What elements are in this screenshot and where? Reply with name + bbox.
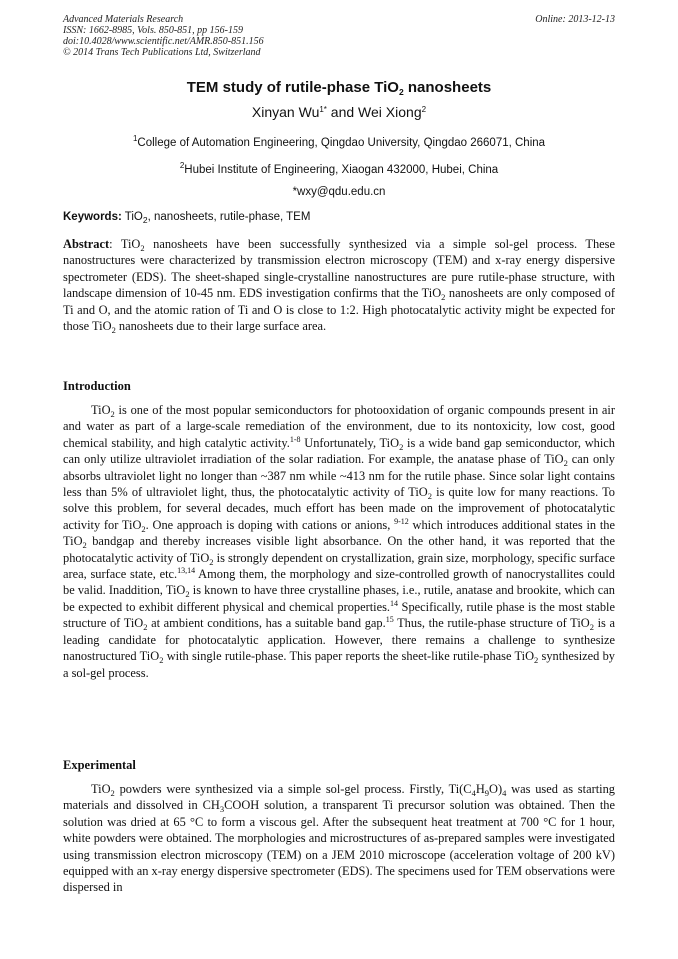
author-list: Xinyan $Wu^{1*}$ and Wei Xiong$^2$ [251, 104, 427, 120]
online-date: Online: 2013-12-13 [535, 14, 615, 25]
author-2: and Wei Xiong [326, 104, 422, 120]
section-heading-introduction: Introduction [63, 379, 131, 393]
abstract-label: Abstract [63, 237, 110, 251]
affiliation-2: $^2$Hubei Institute of Engineering, Xiaogan 432000, Hubei, China [179, 161, 499, 176]
doi-line: doi:10.4028/www.scientific.net/AMR.850-851.156 [63, 36, 264, 47]
experimental-paragraph: TiO$_2$ powders were synthesized via a simple sol-gel process. Firstly, $Ti(C_4H_9O)_4$ was used as starting materials and dissolved in $CH_3COOH$ solution, a transparent Ti precursor solution was obtained. Then the solution was dried at 65 °C to form a viscous gel. After the subsequent heat treatment at 700 °C for 1 hour, white powders were obtained. The morphologies and microstructures of as-prepared samples were investigated using transmission electron microscopy (TEM) on a JEM 2010 microscope (acceleration voltage of 200 kV) equipped with an x-ray energy dispersive spectrometer (EDS). The specimens used for TEM observations were dispersed in [63, 782, 615, 895]
affiliation-1: $^1$College of Automation Engineering, Qingdao University, Qingdao 266071, China [132, 134, 546, 149]
section-heading-experimental: Experimental [63, 758, 136, 772]
journal-name: Advanced Materials Research [63, 14, 184, 25]
issn-line: ISSN: 1662-8985, Vols. 850-851, pp 156-159 [63, 25, 243, 36]
copyright-line: © 2014 Trans Tech Publications Ltd, Switzerland [63, 47, 261, 58]
abstract: Abstract: TiO$_2$ nanosheets have been successfully synthesized via a simple sol-gel process. These nanostructures were characterized by transmission electron microscopy (TEM) and x-ray energy dispersive spectrometer (EDS). The sheet-shaped single-crystalline nanostructures are pure rutile-phase structure, with landscape dimension of 10-45 nm. EDS investigation confirms that the TiO$_2$ nanosheets are only composed of Ti and O, and the atomic ration of Ti and O is close to 1:2. High photocatalytic activity might be expected for those TiO$_2$ nanosheets due to their large surface area. [63, 237, 616, 336]
keywords: Keywords: TiO$_2$, nanosheets, rutile-phase, TEM [63, 211, 311, 225]
journal-header [63, 14, 615, 58]
author-1: Xinyan Wu [251, 104, 320, 120]
paper-title: TEM study of rutile-phase TiO$_2$ nanosheets [186, 79, 492, 97]
corresponding-email: *wxy@qdu.edu.cn [292, 186, 386, 198]
introduction-paragraph: TiO$_2$ is one of the most popular semiconductors for photooxidation of organic compounds present in air and water as part of a large-scale remediation of the environment, due to its nontoxicity, low cost, good chemical stability, and high catalytic activity.$^{1-8}$ Unfortunately, TiO$_2$ is a wide band gap semiconductor, which can only utilize ultraviolet irradiation of the solar radiation. For example, the anatase phase of TiO$_2$ can only absorbs ultraviolet light no longer than ~387 nm while ~413 nm for the rutile phase. Since solar light contains less than 5% of ultraviolet light, thus, the photocatalytic activity of TiO$_2$ is quite low for many reactions. To solve this problem, for several decades, much effort has been made on the improvement of photocatalytic activity for TiO$_2$. One approach is doping with cations or anions, $^{9-12}$ which introduces additional states in the TiO$_2$ bandgap and thereby increases visible light absorbance. On the other hand, it was reported that the photocatalytic activity of TiO$_2$ is strongly dependent on crystallization, grain size, morphology, specific surface area, surface state, etc.$^{13,14}$ Among them, the morphology and size-controlled growth of nanocrystallites could be valid. Inaddition, TiO$_2$ is known to have three crystalline phases, i.e., rutile, anatase and brookite, which can be expected to exhibit different physical and chemical properties.$^{14}$ Specifically, rutile phase is the most stable structure of TiO$_2$ at ambient conditions, has a suitable band gap.$^{15}$ Thus, the rutile-phase structure of TiO$_2$ is a leading candidate for photocatalytic application. However, there remains a challenge to synthesize nanostructured TiO$_2$ with single rutile-phase. This paper reports the sheet-like rutile-phase TiO$_2$ synthesized by a sol-gel process. [63, 403, 616, 680]
